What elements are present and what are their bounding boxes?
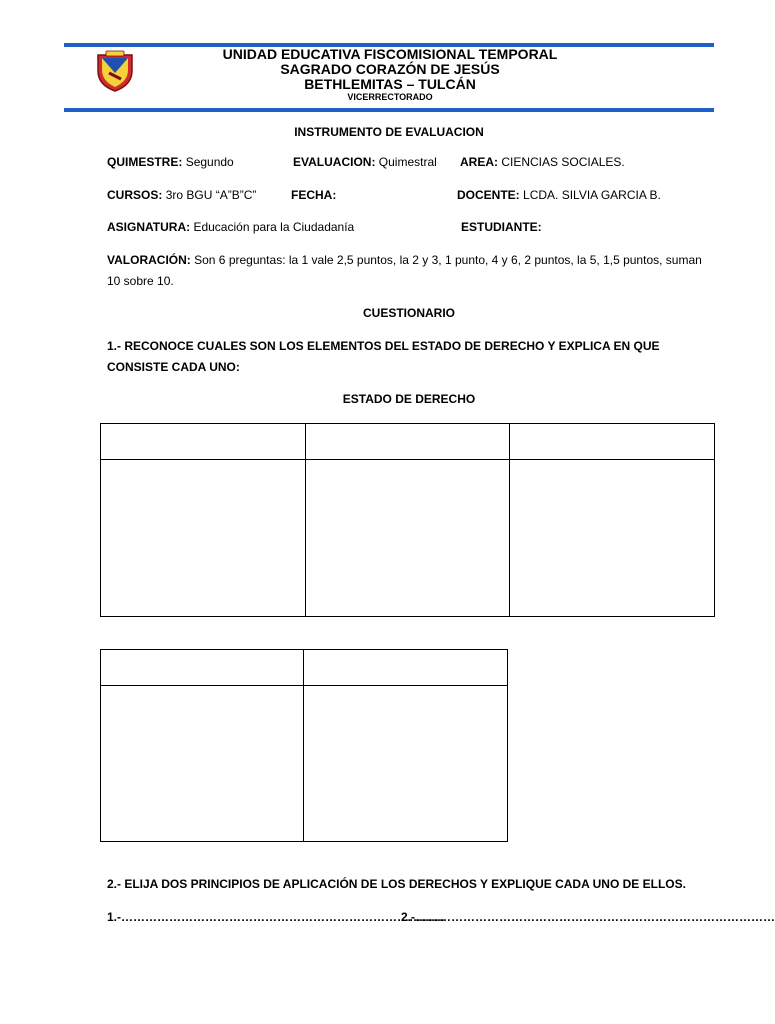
- quimestre-field: QUIMESTRE: Segundo: [107, 155, 234, 169]
- estado-derecho-table-2: [100, 649, 508, 842]
- answer-line-2[interactable]: 2.-………………………………………………………………………………: [401, 910, 775, 924]
- table-cell[interactable]: [510, 460, 715, 617]
- cuestionario-title: CUESTIONARIO: [362, 306, 455, 320]
- table-body-row: [101, 686, 508, 842]
- table-cell[interactable]: [101, 460, 306, 617]
- question-1: 1.- RECONOCE CUALES SON LOS ELEMENTOS DEL ESTADO DE DERECHO Y EXPLICA EN QUE CONSISTE CADA UNO:: [107, 339, 660, 374]
- table-cell[interactable]: [305, 424, 510, 460]
- docente-field: DOCENTE: LCDA. SILVIA GARCIA B.: [457, 188, 661, 202]
- asignatura-field: ASIGNATURA: Educación para la Ciudadanía: [107, 220, 355, 234]
- valoracion-paragraph: VALORACIÓN: Son 6 preguntas: la 1 vale 2,5 puntos, la 2 y 3, 1 punto, 4 y 6, 2 puntos, la 5, 1,5 puntos, suman 10 sobre 10.: [107, 253, 702, 288]
- evaluacion-field: EVALUACION: Quimestral: [293, 155, 437, 169]
- table-header-row: [101, 650, 508, 686]
- school-name-2: SAGRADO CORAZÓN DE JESÚS: [280, 61, 500, 77]
- table-title: ESTADO DE DERECHO: [342, 392, 476, 406]
- table-cell[interactable]: [101, 650, 304, 686]
- header-bottom-rule: [64, 108, 714, 112]
- table-cell[interactable]: [101, 686, 304, 842]
- estudiante-field: ESTUDIANTE:: [461, 220, 542, 234]
- estado-derecho-table-1: [100, 423, 715, 617]
- school-location: BETHLEMITAS – TULCÁN: [304, 76, 476, 92]
- fecha-field: FECHA:: [291, 188, 337, 202]
- question-2: 2.- ELIJA DOS PRINCIPIOS DE APLICACIÓN DE LOS DERECHOS Y EXPLIQUE CADA UNO DE ELLOS.: [107, 877, 686, 891]
- cursos-field: CURSOS: 3ro BGU “A”B”C”: [107, 188, 257, 202]
- school-department: VICERRECTORADO: [347, 92, 433, 102]
- table-cell[interactable]: [305, 460, 510, 617]
- table-cell[interactable]: [101, 424, 306, 460]
- table-cell[interactable]: [303, 686, 508, 842]
- school-header: [120, 47, 660, 103]
- answer-line-1[interactable]: 1.-………………………………………………………………………: [107, 910, 446, 924]
- table-header-row: [101, 424, 715, 460]
- table-body-row: [101, 460, 715, 617]
- school-name: UNIDAD EDUCATIVA FISCOMISIONAL TEMPORAL: [222, 46, 558, 62]
- table-cell[interactable]: [303, 650, 508, 686]
- area-field: AREA: CIENCIAS SOCIALES.: [460, 155, 625, 169]
- table-cell[interactable]: [510, 424, 715, 460]
- document-title: INSTRUMENTO DE EVALUACION: [294, 125, 484, 139]
